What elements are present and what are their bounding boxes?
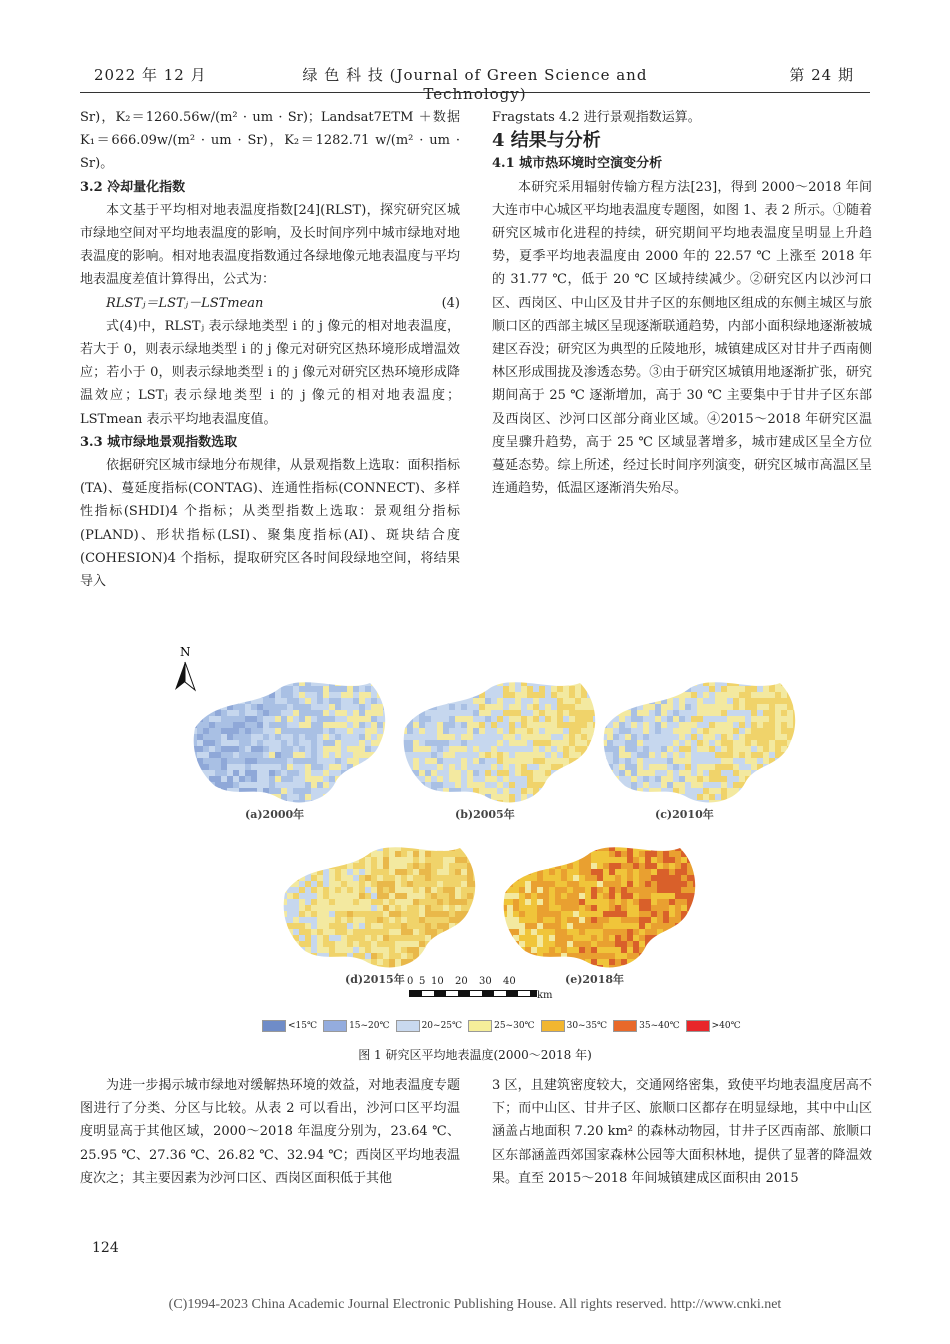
- page-number: 124: [92, 1240, 119, 1256]
- figure-1: [0, 638, 950, 1068]
- legend-swatch: [686, 1020, 710, 1032]
- legend-swatch: [468, 1020, 492, 1032]
- lst-map-1: [185, 668, 395, 821]
- left-para-3: 依据研究区城市绿地分布规律，从景观指数上选取：面积指标(TA)、蔓延度指标(CONTAG)、连通性指标(CONNECT)、多样性指标(SHDI)4 个指标；从类型指数上选取：景观组分指标(PLAND)、形状指标(LSI)、聚集度指标(AI)、斑块结合度(COHESION)4 个指标，提取研究区各时间段绿地空间，将结果导入: [80, 458, 460, 590]
- bottom-right-para: [492, 1074, 872, 1190]
- bottom-right-text: 3 区，且建筑密度较大，交通网络密集，致使平均地表温度居高不下；而中山区、甘井子区、旅顺口区都存在明显绿地，其中中山区涵盖占地面积 7.20 km² 的森林动物园，甘井子区西南部、旅顺口区东部涵盖西郊国家森林公园等大面积林地，提供了显著的降温效果。直至 2015～2018 年间城镇建成区面积由 2015: [492, 1078, 872, 1186]
- map-label: (c)2010年: [655, 808, 714, 821]
- legend-item: [323, 1020, 390, 1032]
- legend-label: >40℃: [711, 1021, 741, 1031]
- lst-map-3: [595, 668, 805, 821]
- scale-tick: 40: [503, 976, 516, 987]
- legend-item: [613, 1020, 680, 1032]
- legend-item: [262, 1020, 317, 1032]
- section-4-heading: 4 结果与分析: [492, 130, 601, 152]
- legend-label: <15℃: [288, 1021, 318, 1031]
- map-label: (b)2005年: [455, 808, 515, 821]
- footer-copyright: (C)1994-2023 China Academic Journal Electronic Publishing House. All rights reserved. http://www.cnki.net: [168, 1297, 782, 1312]
- legend-swatch: [613, 1020, 637, 1032]
- right-para-1: 本研究采用辐射传输方程方法[23]，得到 2000～2018 年间大连市中心城区平均地表温度专题图，如图 1、表 2 所示。①随着研究区城市化进程的持续，研究期间平均地表温度呈明显上升趋势，夏季平均地表温度由 2000 年的 22.57 ℃ 上涨至 2018 年的 31.77 ℃，低于 20 ℃ 区域持续减少。②研究区内以沙河口区、西岗区、中山区及甘井子区的东侧地区组成的东侧主城区与旅顺口区的西部主城区呈现逐渐联通趋势，内部小面积绿地逐渐被城建区吞没；研究区为典型的丘陵地形，城镇建成区对甘井子西南侧林区形成围拢及渗透态势。③由于研究区城镇用地逐渐扩张，研究期间高于 25 ℃ 逐渐增加，高于 30 ℃ 主要集中于甘井子区东部及西岗区、沙河口区部分商业区域。④2015～2018 年研究区温度呈骤升趋势，高于 25 ℃ 区域显著增多，城市建成区呈全方位蔓延态势。综上所述，经过长时间序列演变，研究区城市高温区呈连通趋势，低温区逐渐消失殆尽。: [492, 179, 872, 497]
- scale-tick: 0: [407, 976, 414, 987]
- scale-unit: km: [537, 990, 553, 1001]
- header-date: 2022 年 12 月: [94, 66, 207, 84]
- bottom-left-para: [80, 1074, 460, 1190]
- header-journal: 绿 色 科 技 (Journal of Green Science and Technology): [302, 66, 648, 103]
- scale-tick: 30: [479, 976, 492, 987]
- lst-map-4: [275, 833, 485, 986]
- scale-bar-group: [405, 976, 565, 1006]
- map-label: (d)2015年: [345, 973, 405, 986]
- left-para-2: 式(4)中，RLSTⱼ 表示绿地类型 i 的 j 像元的相对地表温度，若大于 0，则表示绿地类型 i 的 j 像元对研究区热环境形成增温效应；若小于 0，则表示绿地类型 i 的 j 像元对研究区热环境形成降温效应；LSTⱼ 表示绿地类型 i 的 j 像元的相对地表温度；LSTmean 表示平均地表温度值。: [80, 318, 460, 427]
- scale-tick: 20: [455, 976, 468, 987]
- map-label: (a)2000年: [245, 808, 305, 821]
- left-para-0: Sr)，K₂＝1260.56w/(m² · um · Sr)；Landsat7ETM ＋数据 K₁＝666.09w/(m² · um · Sr)，K₂＝1282.71 w/(m² · um · Sr)。: [80, 110, 460, 172]
- legend-swatch: [396, 1020, 420, 1032]
- legend-label: 20~25℃: [421, 1021, 463, 1031]
- map-label: (e)2018年: [565, 973, 625, 986]
- header-issue: 第 24 期: [789, 66, 854, 84]
- scale-tick: 10: [431, 976, 444, 987]
- legend-item: [686, 1020, 741, 1032]
- legend-item: [541, 1020, 608, 1032]
- legend-swatch: [541, 1020, 565, 1032]
- lst-map-5: [495, 833, 705, 986]
- legend-label: 35~40℃: [639, 1021, 680, 1031]
- section-3-3-heading: 3.3 城市绿地景观指数选取: [80, 434, 238, 450]
- header-rule: [80, 92, 870, 93]
- legend-label: 30~35℃: [566, 1021, 608, 1031]
- right-para-0: Fragstats 4.2 进行景观指数运算。: [492, 110, 701, 125]
- legend-swatch: [262, 1020, 286, 1032]
- left-para-1: 本文基于平均相对地表温度指数[24](RLST)，探究研究区城市绿地空间对平均地表温度的影响，及长时间序列中城市绿地对地表温度的影响。相对地表温度指数通过各绿地像元地表温度与平均地表温度差值计算得出，公式为：: [80, 202, 460, 288]
- section-3-2-heading: 3.2 冷却量化指数: [80, 179, 186, 195]
- scale-tick: 5: [419, 976, 426, 987]
- formula-4: [80, 292, 460, 315]
- left-column: [80, 106, 460, 593]
- scale-bar-graphic: [409, 990, 537, 997]
- formula-number: (4): [441, 295, 460, 311]
- legend-label: 25~30℃: [494, 1021, 535, 1031]
- legend-swatch: [323, 1020, 347, 1032]
- formula-text: RLSTⱼ＝LSTⱼ－LSTmean: [106, 295, 264, 311]
- bottom-left-text: 为进一步揭示城市绿地对缓解热环境的效益，对地表温度专题图进行了分类、分区与比较。从表 2 可以看出，沙河口区平均温度明显高于其他区域，2000～2018 年温度分别为，23.64 ℃、25.95 ℃、27.36 ℃、26.82 ℃、32.94 ℃；西岗区平均地表温度次之；其主要因素为沙河口区、西岗区面积低于其他: [80, 1078, 460, 1186]
- figure-caption: 图 1 研究区平均地表温度(2000～2018 年): [358, 1048, 592, 1062]
- section-4-1-heading: 4.1 城市热环境时空演变分析: [492, 156, 663, 172]
- legend-item: [468, 1020, 535, 1032]
- lst-map-2: [395, 668, 605, 821]
- right-column: [492, 106, 872, 500]
- north-arrow-icon: [175, 645, 195, 690]
- legend-label: 15~20℃: [349, 1021, 390, 1031]
- legend-item: [396, 1020, 463, 1032]
- legend: [262, 1020, 747, 1032]
- north-label: N: [180, 645, 191, 659]
